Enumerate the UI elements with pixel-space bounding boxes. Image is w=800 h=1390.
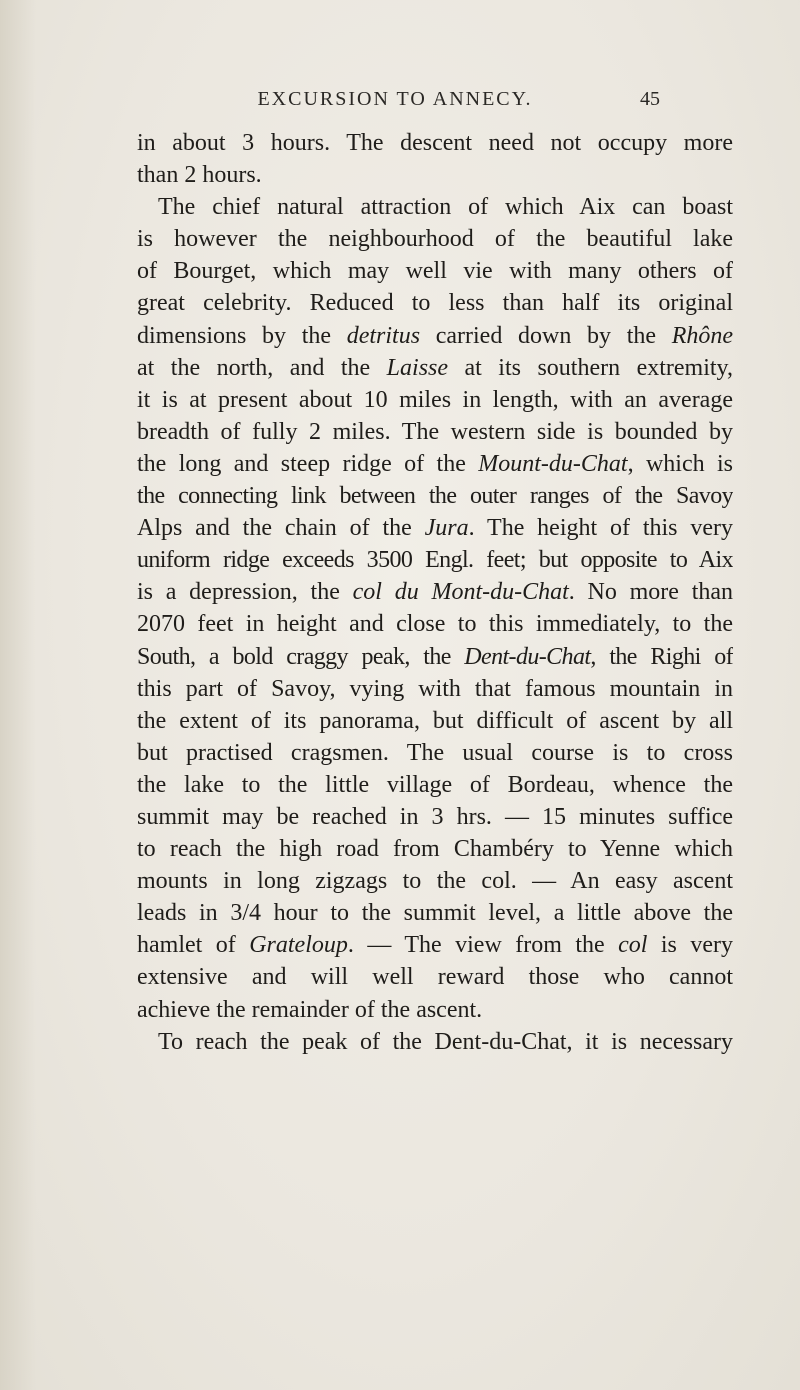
- text-line: than 2 hours.: [137, 162, 262, 189]
- text-line: leads in 3/4 hour to the summit level, a little above the: [137, 900, 733, 927]
- text-line: the extent of its panorama, but difficult of ascent by all: [137, 707, 733, 734]
- body-text: [137, 127, 733, 1058]
- text-line: Alps and the chain of the Jura. The height of this very: [137, 515, 733, 542]
- text-line: To reach the peak of the Dent-du-Chat, it is necessary: [158, 1028, 733, 1055]
- text-line: mounts in long zigzags to the col. — An easy ascent: [137, 868, 733, 895]
- text-line: 2070 feet in height and close to this immediately, to the: [137, 611, 733, 638]
- text-line: summit may be reached in 3 hrs. — 15 minutes suffice: [137, 803, 733, 830]
- text-line: is a depression, the col du Mont-du-Chat. No more than: [137, 579, 733, 606]
- text-line: hamlet of Grateloup. — The view from the col is very: [137, 932, 733, 959]
- text-line: in about 3 hours. The descent need not occupy more: [137, 130, 733, 156]
- text-line: great celebrity. Reduced to less than half its original: [137, 290, 733, 317]
- text-line: extensive and will well reward those who cannot: [137, 964, 733, 991]
- text-line: the connecting link between the outer ranges of the Savoy: [137, 483, 733, 510]
- text-line: the lake to the little village of Bordeau, whence the: [137, 771, 733, 798]
- page-number: 45: [640, 88, 660, 110]
- text-line: dimensions by the detritus carried down by the Rhône: [137, 322, 733, 349]
- text-line: at the north, and the Laisse at its southern extremity,: [137, 354, 733, 381]
- text-line: uniform ridge exceeds 3500 Engl. feet; but opposite to Aix: [137, 547, 733, 574]
- text-line: The chief natural attraction of which Aix can boast: [158, 194, 733, 221]
- text-line: the long and steep ridge of the Mount-du-Chat, which is: [137, 450, 733, 477]
- text-line: breadth of fully 2 miles. The western side is bounded by: [137, 418, 733, 445]
- text-line: but practised cragsmen. The usual course is to cross: [137, 739, 733, 766]
- text-line: of Bourget, which may well vie with many others of: [137, 258, 733, 285]
- page-edge-shadow: [0, 0, 36, 1390]
- text-line: South, a bold craggy peak, the Dent-du-Chat, the Righi of: [137, 643, 733, 670]
- text-line: is however the neighbourhood of the beautiful lake: [137, 226, 733, 253]
- text-line: achieve the remainder of the ascent.: [137, 996, 483, 1023]
- text-line: this part of Savoy, vying with that famous mountain in: [137, 675, 733, 702]
- text-line: it is at present about 10 miles in length, with an average: [137, 386, 733, 413]
- text-line: to reach the high road from Chambéry to Yenne which: [137, 836, 733, 863]
- running-head: EXCURSION TO ANNECY.: [257, 88, 533, 110]
